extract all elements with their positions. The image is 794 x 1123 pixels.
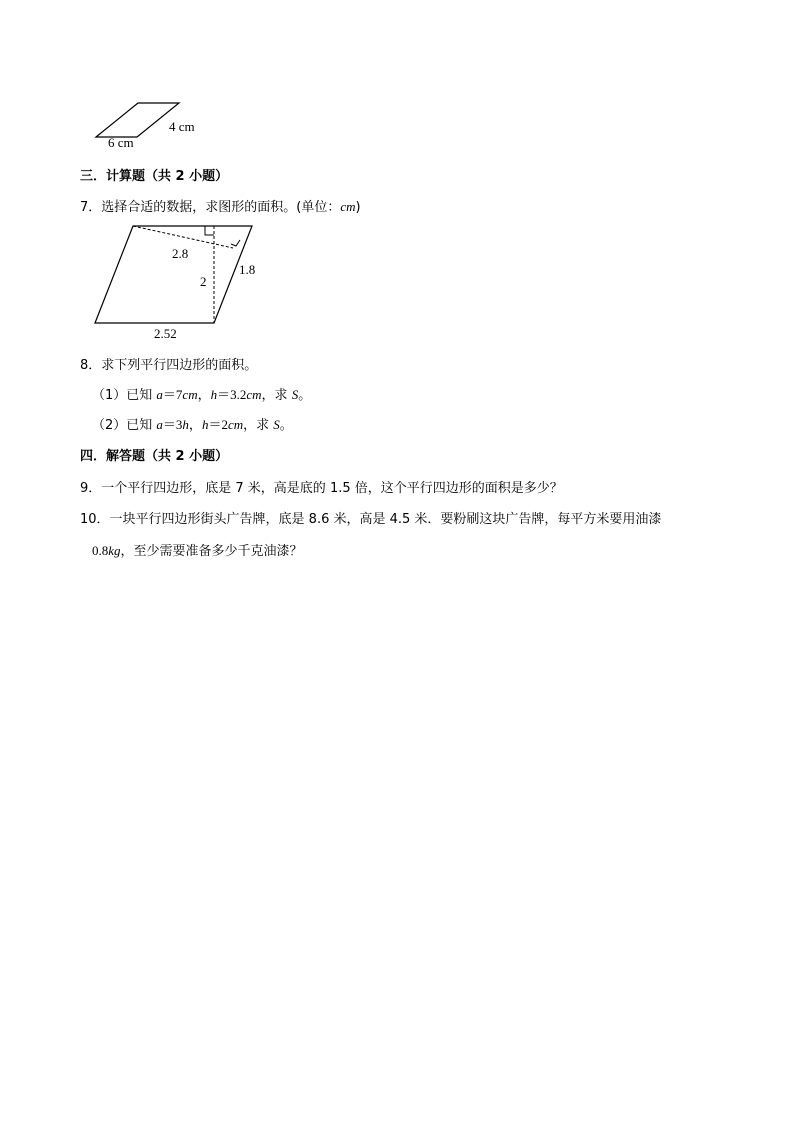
fig2-label-2: 2: [200, 274, 207, 289]
parallelogram-2-shape: [95, 226, 252, 323]
parallelogram-figure-2: [0, 0, 794, 360]
section-3-title: 三．计算题（共 2 小题）: [80, 169, 229, 184]
fig1-side-label: 4 cm: [169, 119, 195, 134]
fig2-label-1-8: 1.8: [239, 262, 256, 277]
q7-suffix: ): [355, 200, 361, 215]
section-4-title: 四．解答题（共 2 小题）: [80, 449, 229, 464]
question-8: 8．求下列平行四边形的面积。: [80, 358, 258, 373]
fig2-label-2-52: 2.52: [154, 326, 177, 341]
question-8-part-2: （2）已知 a＝3h，h＝2cm，求 S。: [92, 417, 293, 433]
q7-unit: cm: [340, 199, 356, 214]
right-angle-mark-2: [231, 240, 240, 246]
question-9: 9．一个平行四边形，底是 7 米，高是底的 1.5 倍，这个平行四边形的面积是多少？: [80, 481, 563, 496]
question-10-line-1: 10．一块平行四边形街头广告牌，底是 8.6 米，高是 4.5 米．要粉刷这块广告牌，每平方米要用油漆: [80, 512, 662, 527]
fig2-label-2-8: 2.8: [172, 246, 189, 261]
diagonal-height-dashed-line: [133, 226, 233, 248]
fig1-base-label: 6 cm: [108, 135, 134, 150]
q7-prefix: 7．选择合适的数据，求图形的面积。(单位：: [80, 200, 341, 215]
right-angle-mark-1: [205, 226, 214, 235]
question-8-part-1: （1）已知 a＝7cm，h＝3.2cm，求 S。: [92, 387, 312, 403]
question-10-line-2: 0.8kg，至少需要准备多少千克油漆？: [92, 543, 303, 559]
